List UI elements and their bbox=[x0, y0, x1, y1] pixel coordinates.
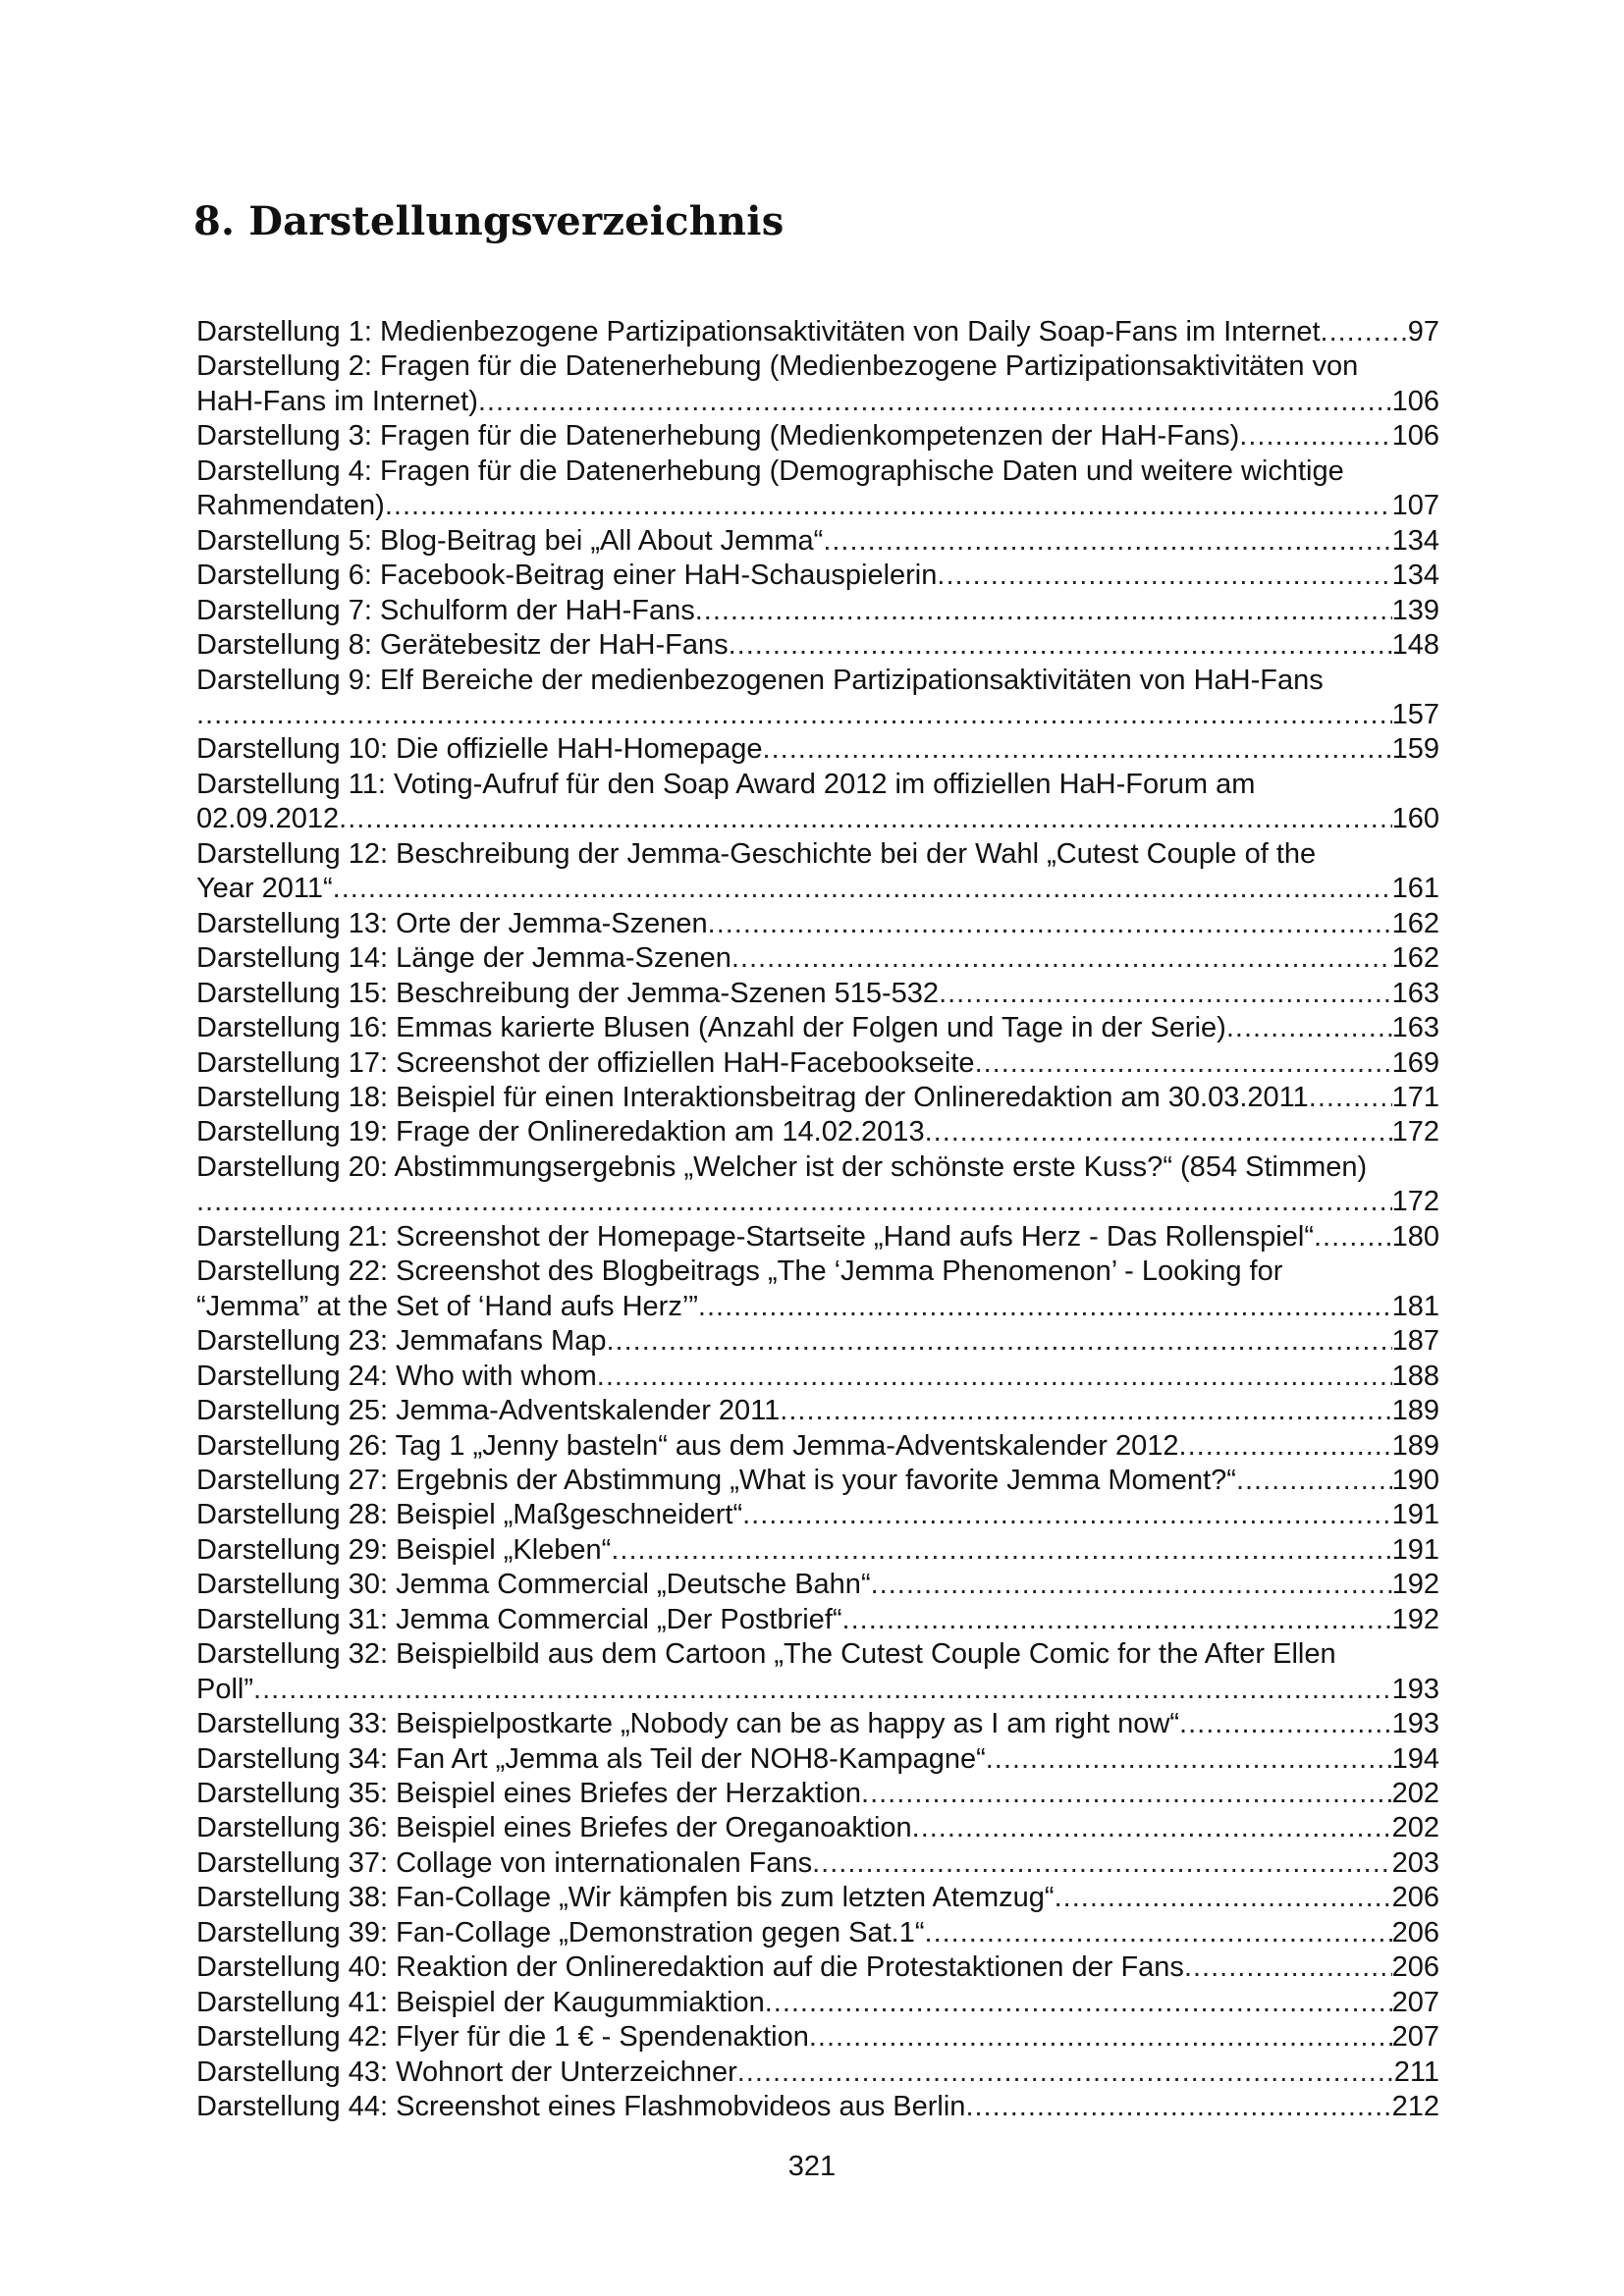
table-of-figures bbox=[196, 315, 1439, 2125]
entry-label: Darstellung 11: Voting-Aufruf für den Soap Award 2012 im offiziellen HaH-Forum am bbox=[196, 768, 1256, 800]
toc-entry[interactable] bbox=[196, 1846, 1439, 1881]
entry-page-number: 189 bbox=[1391, 1429, 1439, 1462]
toc-entry[interactable] bbox=[196, 524, 1439, 559]
toc-entry[interactable] bbox=[196, 1603, 1439, 1637]
page-number: 321 bbox=[787, 2151, 837, 2182]
toc-entry[interactable] bbox=[196, 2020, 1439, 2055]
entry-page-number: 163 bbox=[1391, 977, 1439, 1009]
entry-label: Darstellung 15: Beschreibung der Jemma-Szenen 515-532 bbox=[196, 977, 940, 1009]
toc-entry[interactable] bbox=[196, 1220, 1439, 1255]
entry-label-continued: Poll” bbox=[196, 1673, 254, 1705]
entry-label: Darstellung 18: Beispiel für einen Interaktionsbeitrag der Onlineredaktion am 30.03.2011 bbox=[196, 1081, 1309, 1113]
toc-entry[interactable] bbox=[196, 2056, 1439, 2090]
entry-page-number: 192 bbox=[1391, 1603, 1439, 1635]
toc-entry[interactable] bbox=[196, 628, 1439, 663]
dot-leader bbox=[912, 1811, 1392, 1845]
entry-label: Darstellung 28: Beispiel „Maßgeschneidert“ bbox=[196, 1499, 743, 1531]
entry-page-number: 134 bbox=[1391, 560, 1439, 592]
dot-leader bbox=[1239, 419, 1391, 454]
entry-page-number: 207 bbox=[1391, 2021, 1439, 2054]
dot-leader bbox=[729, 628, 1392, 663]
entry-page-number: 172 bbox=[1391, 1186, 1439, 1218]
entry-page-number: 212 bbox=[1391, 2091, 1439, 2123]
entry-label: Darstellung 43: Wohnort der Unterzeichner bbox=[196, 2056, 737, 2088]
entry-label: Darstellung 33: Beispielpostkarte „Nobody can be as happy as I am right now“ bbox=[196, 1708, 1180, 1740]
entry-page-number: 193 bbox=[1391, 1708, 1439, 1740]
entry-label: Darstellung 10: Die offizielle HaH-Homepage bbox=[196, 733, 763, 766]
toc-entry[interactable] bbox=[196, 768, 1439, 837]
toc-entry[interactable] bbox=[196, 315, 1439, 349]
dot-leader bbox=[742, 1498, 1392, 1532]
entry-last-line bbox=[196, 698, 1439, 732]
dot-leader bbox=[871, 1568, 1392, 1602]
entry-page-number: 106 bbox=[1391, 420, 1439, 453]
dot-leader bbox=[606, 1324, 1391, 1359]
dot-leader bbox=[965, 2090, 1391, 2124]
entry-label: Darstellung 41: Beispiel der Kaugummiaktion bbox=[196, 1986, 765, 2018]
dot-leader bbox=[780, 1394, 1391, 1428]
dot-leader bbox=[925, 1916, 1392, 1950]
dot-leader bbox=[1236, 1464, 1392, 1498]
entry-label: Darstellung 40: Reaktion der Onlineredaktion auf die Protestaktionen der Fans bbox=[196, 1951, 1184, 1984]
entry-label: Darstellung 31: Jemma Commercial „Der Postbrief“ bbox=[196, 1603, 842, 1635]
entry-label-continued: 02.09.2012 bbox=[196, 803, 340, 835]
toc-entry[interactable] bbox=[196, 1046, 1439, 1081]
entry-label-continued: HaH-Fans im Internet) bbox=[196, 385, 478, 417]
entry-label: Darstellung 38: Fan-Collage „Wir kämpfen bis zum letzten Atemzug“ bbox=[196, 1882, 1055, 1914]
entry-page-number: 202 bbox=[1391, 1778, 1439, 1810]
toc-entry[interactable] bbox=[196, 1916, 1439, 1950]
entry-label: Darstellung 23: Jemmafans Map bbox=[196, 1325, 607, 1358]
dot-leader bbox=[763, 732, 1392, 767]
entry-page-number: 206 bbox=[1391, 1951, 1439, 1984]
dot-leader bbox=[1321, 315, 1408, 349]
dot-leader bbox=[695, 594, 1392, 628]
dot-leader bbox=[253, 1673, 1392, 1707]
entry-label: Darstellung 30: Jemma Commercial „Deutsche Bahn“ bbox=[196, 1569, 871, 1601]
dot-leader bbox=[1055, 1881, 1392, 1915]
dot-leader bbox=[823, 524, 1391, 559]
entry-last-line bbox=[196, 1185, 1439, 1219]
entry-label: Darstellung 22: Screenshot des Blogbeitrags „The ‘Jemma Phenomenon’ - Looking for bbox=[196, 1255, 1283, 1288]
entry-label: Darstellung 29: Beispiel „Kleben“ bbox=[196, 1533, 612, 1566]
entry-page-number: 191 bbox=[1391, 1533, 1439, 1566]
dot-leader bbox=[765, 1986, 1392, 2020]
entry-page-number: 207 bbox=[1391, 1986, 1439, 2018]
entry-label: Darstellung 34: Fan Art „Jemma als Teil der NOH8-Kampagne“ bbox=[196, 1742, 986, 1775]
entry-page-number: 162 bbox=[1391, 942, 1439, 975]
dot-leader bbox=[339, 802, 1391, 836]
entry-label: Darstellung 16: Emmas karierte Blusen (Anzahl der Folgen und Tage in der Serie) bbox=[196, 1012, 1226, 1044]
toc-entry[interactable] bbox=[196, 907, 1439, 941]
entry-label: Darstellung 35: Beispiel eines Briefes der Herzaktion bbox=[196, 1778, 862, 1810]
entry-page-number: 187 bbox=[1391, 1325, 1439, 1358]
toc-entry[interactable] bbox=[196, 1498, 1439, 1532]
entry-last-line bbox=[196, 1673, 1439, 1707]
entry-label: Darstellung 17: Screenshot der offiziellen HaH-Facebookseite bbox=[196, 1046, 975, 1079]
entry-last-line bbox=[196, 1290, 1439, 1324]
entry-page-number: 169 bbox=[1391, 1046, 1439, 1079]
entry-page-number: 188 bbox=[1391, 1360, 1439, 1392]
toc-entry[interactable] bbox=[196, 732, 1439, 767]
entry-label: Darstellung 20: Abstimmungsergebnis „Welcher ist der schönste erste Kuss?“ (854 Stimmen) bbox=[196, 1150, 1368, 1183]
page-title: 8. Darstellungsverzeichnis bbox=[193, 198, 785, 244]
dot-leader bbox=[333, 872, 1392, 906]
toc-entry[interactable] bbox=[196, 419, 1439, 454]
toc-entry[interactable] bbox=[196, 1950, 1439, 1985]
entry-page-number: 161 bbox=[1391, 873, 1439, 905]
entry-label-continued: Rahmendaten) bbox=[196, 490, 385, 522]
entry-page-number: 97 bbox=[1407, 316, 1439, 347]
entry-page-number: 163 bbox=[1391, 1012, 1439, 1044]
entry-label: Darstellung 13: Orte der Jemma-Szenen bbox=[196, 907, 708, 939]
entry-page-number: 160 bbox=[1391, 803, 1439, 835]
dot-leader bbox=[611, 1533, 1391, 1568]
toc-entry[interactable] bbox=[196, 594, 1439, 628]
toc-entry[interactable] bbox=[196, 1777, 1439, 1811]
entry-page-number: 181 bbox=[1391, 1290, 1439, 1322]
entry-label: Darstellung 5: Blog-Beitrag bei „All About Jemma“ bbox=[196, 524, 824, 557]
toc-entry[interactable] bbox=[196, 1360, 1439, 1394]
entry-label: Darstellung 1: Medienbezogene Partizipationsaktivitäten von Daily Soap-Fans im Internet bbox=[196, 316, 1321, 347]
entry-label: Darstellung 8: Gerätebesitz der HaH-Fans bbox=[196, 629, 729, 662]
entry-page-number: 206 bbox=[1391, 1916, 1439, 1949]
toc-entry[interactable] bbox=[196, 1011, 1439, 1045]
entry-last-line bbox=[196, 802, 1439, 836]
toc-entry[interactable] bbox=[196, 1568, 1439, 1602]
toc-entry[interactable] bbox=[196, 1742, 1439, 1777]
toc-entry[interactable] bbox=[196, 1637, 1439, 1707]
dot-leader bbox=[986, 1742, 1392, 1777]
toc-entry[interactable] bbox=[196, 664, 1439, 733]
entry-page-number: 203 bbox=[1391, 1846, 1439, 1879]
entry-label: Darstellung 26: Tag 1 „Jenny basteln“ aus dem Jemma-Adventskalender 2012 bbox=[196, 1429, 1179, 1462]
dot-leader bbox=[196, 1185, 1392, 1219]
dot-leader bbox=[698, 1290, 1392, 1324]
dot-leader bbox=[385, 489, 1392, 523]
entry-page-number: 192 bbox=[1391, 1569, 1439, 1601]
dot-leader bbox=[939, 977, 1392, 1011]
dot-leader bbox=[975, 1046, 1392, 1081]
entry-label-continued: Year 2011“ bbox=[196, 873, 333, 905]
dot-leader bbox=[737, 2056, 1394, 2090]
entry-page-number: 157 bbox=[1391, 698, 1439, 730]
toc-entry[interactable] bbox=[196, 977, 1439, 1011]
toc-entry[interactable] bbox=[196, 1255, 1439, 1324]
entry-last-line bbox=[196, 385, 1439, 419]
toc-entry[interactable] bbox=[196, 1707, 1439, 1741]
entry-page-number: 189 bbox=[1391, 1395, 1439, 1427]
dot-leader bbox=[597, 1360, 1392, 1394]
entry-label: Darstellung 7: Schulform der HaH-Fans bbox=[196, 594, 695, 626]
entry-page-number: 139 bbox=[1391, 594, 1439, 626]
entry-label: Darstellung 37: Collage von internationalen Fans bbox=[196, 1846, 813, 1879]
toc-entry[interactable] bbox=[196, 1394, 1439, 1428]
toc-entry[interactable] bbox=[196, 1986, 1439, 2020]
toc-entry[interactable] bbox=[196, 1115, 1439, 1149]
entry-label: Darstellung 42: Flyer für die 1 € - Spendenaktion bbox=[196, 2021, 809, 2054]
dot-leader bbox=[809, 2020, 1392, 2055]
entry-label: Darstellung 36: Beispiel eines Briefes der Oreganoaktion bbox=[196, 1812, 912, 1844]
toc-entry[interactable] bbox=[196, 2090, 1439, 2124]
entry-last-line bbox=[196, 872, 1439, 906]
toc-entry[interactable] bbox=[196, 454, 1439, 524]
entry-page-number: 206 bbox=[1391, 1882, 1439, 1914]
entry-last-line bbox=[196, 489, 1439, 523]
entry-page-number: 171 bbox=[1391, 1081, 1439, 1113]
entry-label: Darstellung 27: Ergebnis der Abstimmung „What is your favorite Jemma Moment?“ bbox=[196, 1464, 1236, 1496]
entry-label: Darstellung 19: Frage der Onlineredaktion am 14.02.2013 bbox=[196, 1116, 925, 1148]
dot-leader bbox=[812, 1846, 1391, 1881]
toc-entry[interactable] bbox=[196, 941, 1439, 976]
entry-page-number: 202 bbox=[1391, 1812, 1439, 1844]
dot-leader bbox=[937, 559, 1391, 593]
entry-page-number: 211 bbox=[1393, 2056, 1439, 2088]
dot-leader bbox=[1226, 1011, 1392, 1045]
entry-label: Darstellung 12: Beschreibung der Jemma-Geschichte bei der Wahl „Cutest Couple of the bbox=[196, 837, 1317, 870]
entry-label: Darstellung 4: Fragen für die Datenerhebung (Demographische Daten und weitere wichtige bbox=[196, 454, 1344, 487]
entry-page-number: 148 bbox=[1391, 629, 1439, 662]
toc-entry[interactable] bbox=[196, 559, 1439, 593]
entry-label: Darstellung 2: Fragen für die Datenerhebung (Medienbezogene Partizipationsaktivitäten von bbox=[196, 350, 1359, 383]
toc-entry[interactable] bbox=[196, 1081, 1439, 1115]
toc-entry[interactable] bbox=[196, 1150, 1439, 1220]
dot-leader bbox=[478, 385, 1392, 419]
toc-entry[interactable] bbox=[196, 349, 1439, 419]
entry-label: Darstellung 32: Beispielbild aus dem Cartoon „The Cutest Couple Comic for the After Ellen bbox=[196, 1638, 1336, 1671]
dot-leader bbox=[861, 1777, 1392, 1811]
toc-entry[interactable] bbox=[196, 1811, 1439, 1845]
toc-entry[interactable] bbox=[196, 1881, 1439, 1915]
dot-leader bbox=[196, 698, 1392, 732]
entry-label: Darstellung 9: Elf Bereiche der medienbezogenen Partizipationsaktivitäten von HaH-Fans bbox=[196, 664, 1324, 696]
entry-label: Darstellung 25: Jemma-Adventskalender 2011 bbox=[196, 1395, 781, 1427]
toc-entry[interactable] bbox=[196, 1429, 1439, 1464]
entry-page-number: 106 bbox=[1391, 385, 1439, 417]
entry-label-continued: “Jemma” at the Set of ‘Hand aufs Herz’” bbox=[196, 1290, 698, 1322]
entry-label: Darstellung 39: Fan-Collage „Demonstration gegen Sat.1“ bbox=[196, 1916, 925, 1949]
entry-page-number: 193 bbox=[1391, 1673, 1439, 1705]
entry-label: Darstellung 44: Screenshot eines Flashmobvideos aus Berlin bbox=[196, 2091, 966, 2123]
entry-page-number: 107 bbox=[1391, 490, 1439, 522]
dot-leader bbox=[925, 1115, 1392, 1149]
dot-leader bbox=[1314, 1220, 1392, 1255]
entry-label: Darstellung 3: Fragen für die Datenerhebung (Medienkompetenzen der HaH-Fans) bbox=[196, 420, 1240, 453]
dot-leader bbox=[1179, 1429, 1392, 1464]
entry-label: Darstellung 24: Who with whom bbox=[196, 1360, 597, 1392]
dot-leader bbox=[708, 907, 1392, 941]
dot-leader bbox=[1309, 1081, 1392, 1115]
entry-page-number: 180 bbox=[1391, 1220, 1439, 1253]
entry-label: Darstellung 6: Facebook-Beitrag einer HaH-Schauspielerin bbox=[196, 560, 938, 592]
entry-page-number: 159 bbox=[1391, 733, 1439, 766]
toc-entry[interactable] bbox=[196, 1464, 1439, 1498]
entry-label: Darstellung 21: Screenshot der Homepage-Startseite „Hand aufs Herz - Das Rollenspiel“ bbox=[196, 1220, 1314, 1253]
dot-leader bbox=[731, 941, 1392, 976]
entry-page-number: 190 bbox=[1391, 1464, 1439, 1496]
dot-leader bbox=[842, 1603, 1392, 1637]
toc-entry[interactable] bbox=[196, 1533, 1439, 1568]
entry-page-number: 194 bbox=[1391, 1742, 1439, 1775]
dot-leader bbox=[1179, 1707, 1392, 1741]
dot-leader bbox=[1184, 1950, 1392, 1985]
toc-entry[interactable] bbox=[196, 1324, 1439, 1359]
entry-page-number: 162 bbox=[1391, 907, 1439, 939]
entry-page-number: 191 bbox=[1391, 1499, 1439, 1531]
entry-label: Darstellung 14: Länge der Jemma-Szenen bbox=[196, 942, 731, 975]
entry-page-number: 134 bbox=[1391, 524, 1439, 557]
toc-entry[interactable] bbox=[196, 837, 1439, 907]
entry-page-number: 172 bbox=[1391, 1116, 1439, 1148]
